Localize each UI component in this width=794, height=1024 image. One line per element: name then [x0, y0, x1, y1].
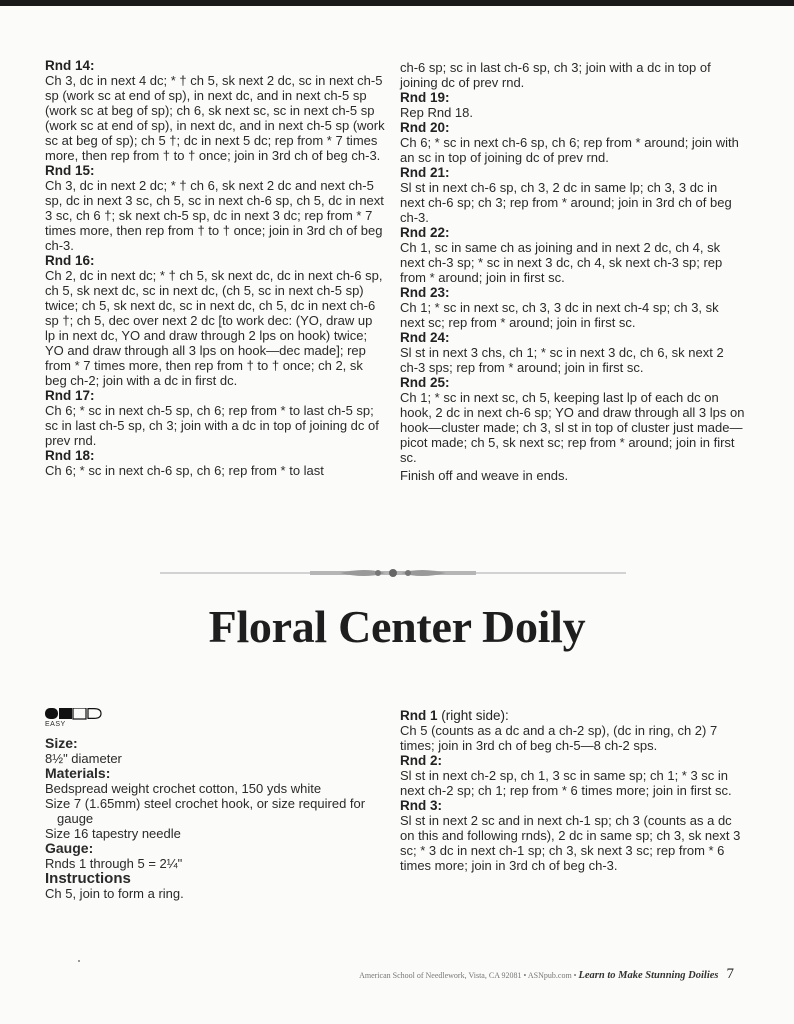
- rnd-number: Rnd 1: [400, 708, 438, 723]
- size-heading: Size:: [45, 735, 78, 751]
- rnd-heading: Rnd 19:: [400, 90, 450, 105]
- top-right-column: [400, 60, 745, 483]
- gauge-value: Rnds 1 through 5 = 2¼": [45, 856, 183, 871]
- page-title: Floral Center Doily: [208, 601, 586, 652]
- rnd-heading: Rnd 14:: [45, 58, 95, 73]
- rnd-heading: Rnd 15:: [45, 163, 95, 178]
- rnd-text: Rep Rnd 18.: [400, 105, 473, 120]
- materials-column: [45, 736, 390, 901]
- gauge-heading: Gauge:: [45, 840, 94, 856]
- rnd-text: Ch 1, sc in same ch as joining and in next 2 dc, ch 4, sk next ch-3 sp; * sc in next 3 dc, ch 4, sk next ch-3 sp; rep from * around; join in first sc.: [400, 240, 723, 285]
- rnd-heading: Rnd 21:: [400, 165, 450, 180]
- material-item: Size 16 tapestry needle: [45, 826, 181, 841]
- rnd-side-note: (right side):: [437, 708, 509, 723]
- rnd-text: Ch 3, dc in next 2 dc; * † ch 6, sk next 2 dc and next ch-5 sp, dc in next 3 sc, ch 5, sc in next ch-6 sp, ch 5, dc in next 3 sc, ch 6 †; sk next ch-5 sp, dc in next 3 dc; rep from * 7 times more, then rep from † to † once; join in 3rd ch of beg ch-3.: [45, 178, 384, 253]
- rnd-heading: Rnd 18:: [45, 448, 95, 463]
- footer-book-title: Learn to Make Stunning Doilies: [578, 970, 719, 981]
- footer-publisher: American School of Needlework, Vista, CA 92081 • ASNpub.com •: [359, 971, 577, 980]
- rnd-text: Sl st in next ch-6 sp, ch 3, 2 dc in same lp; ch 3, 3 dc in next ch-6 sp; ch 3; rep from * around; join in 3rd ch of beg ch-3.: [400, 180, 732, 225]
- rnd-text: Sl st in next 3 chs, ch 1; * sc in next 3 dc, ch 6, sk next 2 ch-3 sps; rep from * around; join in first sc.: [400, 345, 724, 375]
- rnd-heading: Rnd 20:: [400, 120, 450, 135]
- instructions-heading: Instructions: [45, 870, 131, 887]
- rnd-text: Ch 1; * sc in next sc, ch 5, keeping last lp of each dc on hook, 2 dc in next ch-6 sp; YO and draw through all 3 lps on hook—cluster made; ch 3, sl st in top of cluster just made—picot made; ch 5, sk next sc; rep from * around; join in first sc.: [400, 390, 745, 465]
- rnd-heading: Rnd 24:: [400, 330, 450, 345]
- top-left-column: [45, 58, 385, 478]
- skill-level-icon: [45, 708, 135, 732]
- materials-heading: Materials:: [45, 765, 111, 781]
- material-item: Size 7 (1.65mm) steel crochet hook, or size required for gauge: [45, 796, 366, 826]
- size-value: 8½" diameter: [45, 751, 122, 766]
- rnd-text: Sl st in next ch-2 sp, ch 1, 3 sc in same sp; ch 1; * 3 sc in next ch-2 sp; ch 1; rep from * 6 times more; join in first sc.: [400, 768, 732, 798]
- rnd-text: Sl st in next 2 sc and in next ch-1 sp; ch 3 (counts as a dc on this and following rnds), 2 dc in same sp; ch 3, sk next 3 sc; * 3 dc in next ch-1 sp; ch 3, sk next 3 sc; rep from * 6 times more; join in 3rd ch of beg ch-3.: [400, 813, 741, 873]
- rnd-heading: Rnd 3:: [400, 798, 442, 813]
- page-footer: [359, 966, 734, 983]
- rnd-heading: Rnd 22:: [400, 225, 450, 240]
- rnd-text: Ch 6; * sc in next ch-5 sp, ch 6; rep from * to last ch-5 sp; sc in last ch-5 sp, ch 3; join with a dc in top of joining dc of prev rnd.: [45, 403, 379, 448]
- rnd-heading: Rnd 25:: [400, 375, 450, 390]
- rnd-heading: Rnd 17:: [45, 388, 95, 403]
- rnd-text: Ch 3, dc in next 4 dc; * † ch 5, sk next 2 dc, sc in next ch-5 sp (work sc at end of sp), in next dc, and in next ch-5 sp (work sc at beg of sp); ch 6, sk next sc, sc in next ch-5 sp (work sc at end of sp), in next dc, and in next ch-5 sp (work sc at beg of sp); ch 5 †; dc in next 5 dc; rep from * 7 times more, then rep from † to † once; join in 3rd ch of beg ch-3.: [45, 73, 385, 163]
- rnd-heading: Rnd 23:: [400, 285, 450, 300]
- rnd-heading: Rnd 16:: [45, 253, 95, 268]
- rnd-text: ch-6 sp; sc in last ch-6 sp, ch 3; join with a dc in top of joining dc of prev rnd.: [400, 60, 711, 90]
- scan-speck: [78, 960, 80, 962]
- skill-level-label: EASY: [45, 721, 66, 728]
- rnd-heading: Rnd 2:: [400, 753, 442, 768]
- rnd-text: Ch 1; * sc in next sc, ch 3, 3 dc in next ch-4 sp; ch 3, sk next sc; rep from * around; join in first sc.: [400, 300, 719, 330]
- material-item: Bedspread weight crochet cotton, 150 yds white: [45, 781, 322, 796]
- rnd-heading: [400, 708, 745, 723]
- rounds-column: [400, 708, 745, 873]
- top-rule: [0, 0, 794, 6]
- rnd-text: Ch 6; * sc in next ch-6 sp, ch 6; rep from * around; join with an sc in top of joining dc of prev rnd.: [400, 135, 739, 165]
- rnd-text: Ch 2, dc in next dc; * † ch 5, sk next dc, dc in next ch-6 sp, ch 5, sk next dc, sc in next dc, (ch 5, sc in next ch-5 sp) twice; ch 5, sk next dc, sc in next dc, ch 5, dc in next ch-6 sp †; ch 5, dec over next 2 dc [to work dec: (YO, draw up lp in next dc, YO and draw through 2 lps on hook) twice; YO and draw through all 3 lps on hook—dec made]; rep from * 7 times more, then rep from † to † once; ch 2, sk beg ch-2; join with a dc in first dc.: [45, 268, 383, 388]
- page-number: 7: [726, 966, 734, 982]
- rnd-text: Ch 5 (counts as a dc and a ch-2 sp), (dc in ring, ch 2) 7 times; join in 3rd ch of beg ch-5—8 ch-2 sps.: [400, 723, 718, 753]
- rnd-text: Ch 6; * sc in next ch-6 sp, ch 6; rep from * to last: [45, 463, 324, 478]
- instructions-text: Ch 5, join to form a ring.: [45, 886, 184, 901]
- finish-text: Finish off and weave in ends.: [400, 468, 569, 483]
- ornamental-divider: [160, 566, 626, 580]
